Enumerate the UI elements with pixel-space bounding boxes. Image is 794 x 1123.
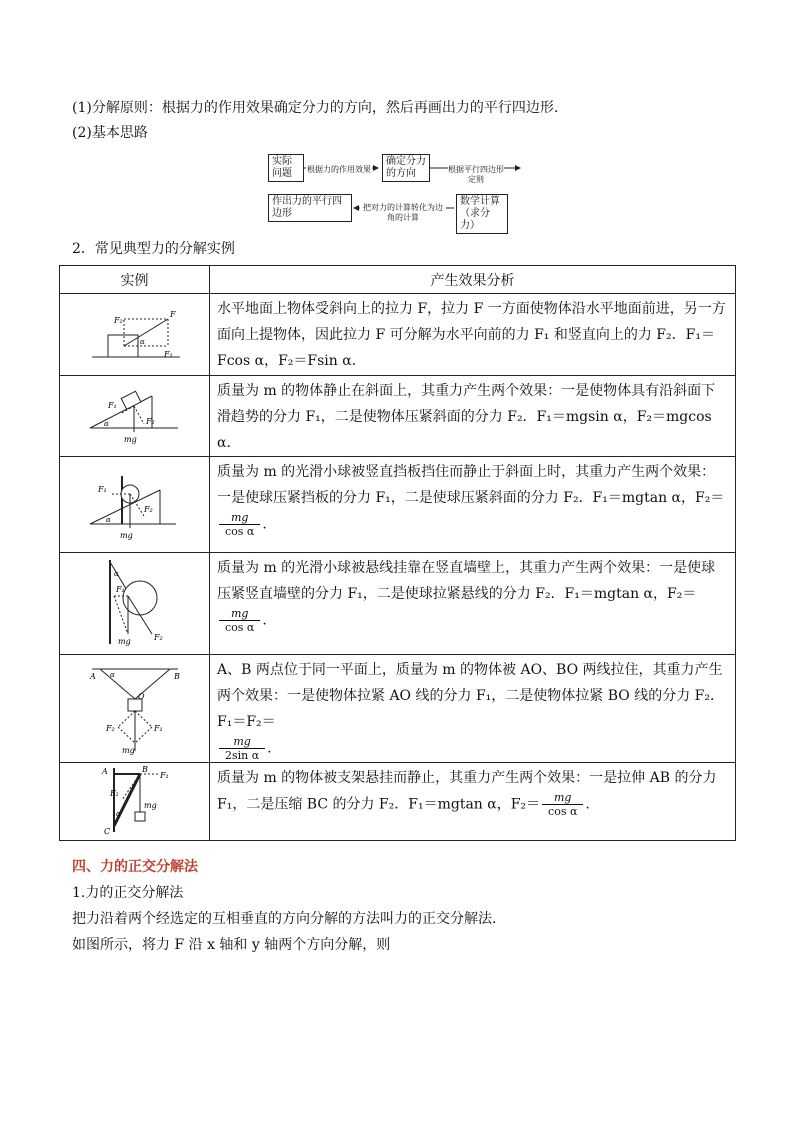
- label-F1: F₁: [159, 770, 169, 780]
- analysis-text: 质量为 m 的光滑小球被竖直挡板挡住而静止于斜面上时，其重力产生两个效果：一是使球压紧挡板的分力 F₁，二是使球压紧斜面的分力 F₂．F₁＝mgtan α，F₂＝ $\frac{mg}{\text{cos α}}$ .: [210, 457, 736, 553]
- label-O: O: [137, 691, 145, 701]
- flow-box-calc: 数学计算（求分力）: [456, 194, 508, 234]
- label-F2: F₂: [145, 417, 155, 426]
- section4-instruction: 如图所示，将力 F 沿 x 轴和 y 轴两个方向分解，则: [72, 937, 391, 953]
- section4-title: 四、力的正交分解法: [72, 859, 198, 875]
- diagram-ball-board-incline: [80, 466, 190, 540]
- label-A: A: [101, 766, 108, 776]
- label-mg: mg: [117, 636, 131, 646]
- table-row: [60, 457, 736, 553]
- flow-label-convert: 把对力的计算转化为边角的计算: [360, 203, 446, 223]
- label-alpha: α: [103, 420, 109, 428]
- table-row: [60, 763, 736, 841]
- label-B: B: [173, 671, 180, 681]
- figure-ball-board-incline: [60, 457, 210, 553]
- label-F1: F₁: [97, 484, 107, 494]
- diagram-two-strings: [80, 659, 190, 755]
- label-C: C: [103, 826, 110, 836]
- section4-definition: 把力沿着两个经选定的互相垂直的方向分解的方法叫力的正交分解法．: [72, 911, 506, 927]
- label-mg: mg: [143, 800, 157, 810]
- table-row: [60, 294, 736, 376]
- table-row: [60, 553, 736, 655]
- label-mg: mg: [123, 435, 137, 444]
- label-F2: F₂: [153, 632, 163, 642]
- analysis-text: 水平地面上物体受斜向上的拉力 F，拉力 F 一方面使物体沿水平地面前进，另一方面向上提物体，因此拉力 F 可分解为水平向前的力 F₁ 和竖直向上的力 F₂．F₁＝Fcos α，F₂＝Fsin α．: [210, 294, 736, 376]
- decomposition-table: [59, 265, 736, 841]
- diagram-horizontal-pull: [80, 301, 190, 365]
- fraction: $\frac{mg}{\text{cos α}}$: [542, 791, 583, 818]
- flow-box-direction: 确定分力的方向: [382, 154, 430, 182]
- fraction: $\frac{mg}{\text{cos α}}$: [219, 511, 260, 538]
- diagram-bracket: [80, 764, 190, 836]
- diagram-ball-wall: [80, 556, 190, 648]
- label-F2: F₂: [113, 315, 123, 325]
- label-F1: F₁: [107, 401, 117, 410]
- label-alpha: α: [113, 569, 119, 578]
- label-B: B: [141, 764, 148, 774]
- flow-label-effect: 根据力的作用效果: [307, 165, 371, 174]
- header-analysis: 产生效果分析: [210, 266, 736, 294]
- label-mg: mg: [119, 530, 133, 540]
- fraction: $\frac{mg}{\text{2sin α}}$: [219, 735, 265, 762]
- principle-text: (1)分解原则：根据力的作用效果确定分力的方向，然后再画出力的平行四边形.: [72, 100, 559, 116]
- flow-label-rule: 根据平行四边形定则: [448, 165, 504, 184]
- basic-idea-text: (2)基本思路: [72, 125, 148, 141]
- figure-ball-wall: [60, 553, 210, 655]
- label-F1: F₁: [115, 584, 125, 594]
- label-alpha: α: [139, 337, 145, 346]
- figure-two-strings: [60, 655, 210, 763]
- flow-box-parallelogram: 作出力的平行四边形: [268, 194, 352, 222]
- fraction: $\frac{mg}{\text{cos α}}$: [219, 607, 260, 634]
- label-F1: F₁: [163, 349, 173, 359]
- figure-bracket: [60, 763, 210, 841]
- analysis-text: 质量为 m 的物体静止在斜面上，其重力产生两个效果：一是使物体具有沿斜面下滑趋势的分力 F₁，二是使物体压紧斜面的分力 F₂．F₁＝mgsin α，F₂＝mgcos α．: [210, 376, 736, 457]
- label-F1: F₁: [153, 723, 163, 733]
- analysis-text: 质量为 m 的光滑小球被悬线挂靠在竖直墙壁上，其重力产生两个效果：一是使球压紧竖直墙壁的分力 F₁，二是使球拉紧悬线的分力 F₂．F₁＝mgtan α，F₂＝ $\frac{mg}{\text{cos α}}$ .: [210, 553, 736, 655]
- label-alpha: α: [109, 670, 115, 679]
- diagram-incline-block: [80, 384, 190, 444]
- table-row: [60, 655, 736, 763]
- figure-horizontal-pull: [60, 294, 210, 376]
- label-alpha: α: [115, 809, 121, 818]
- label-alpha: α: [105, 515, 111, 524]
- flow-chart: [268, 152, 528, 231]
- analysis-text: A、B 两点位于同一平面上，质量为 m 的物体被 AO、BO 两线拉住，其重力产生两个效果：一是使物体拉紧 AO 线的分力 F₁，二是使物体拉紧 BO 线的分力 F₂．F₁＝F₂＝ $\frac{mg}{\text{2sin α}}$ .: [210, 655, 736, 763]
- analysis-text: 质量为 m 的物体被支架悬挂而静止，其重力产生两个效果：一是拉伸 AB 的分力 F₁，二是压缩 BC 的分力 F₂．F₁＝mgtan α，F₂＝ $\frac{mg}{\text{cos α}}$ .: [210, 763, 736, 841]
- label-F2: F₂: [109, 788, 119, 798]
- flow-box-problem: 实际问题: [268, 154, 304, 182]
- label-mg: mg: [121, 745, 135, 755]
- figure-incline-block: [60, 376, 210, 457]
- label-F: F: [169, 309, 176, 319]
- label-F2: F₂: [143, 504, 153, 514]
- table-row: [60, 376, 736, 457]
- section2-title: 2．常见典型力的分解实例: [72, 241, 235, 257]
- label-F2: F₂: [105, 723, 115, 733]
- section4-subtitle: 1.力的正交分解法: [72, 885, 184, 901]
- header-example: 实例: [60, 266, 210, 294]
- label-A: A: [89, 671, 96, 681]
